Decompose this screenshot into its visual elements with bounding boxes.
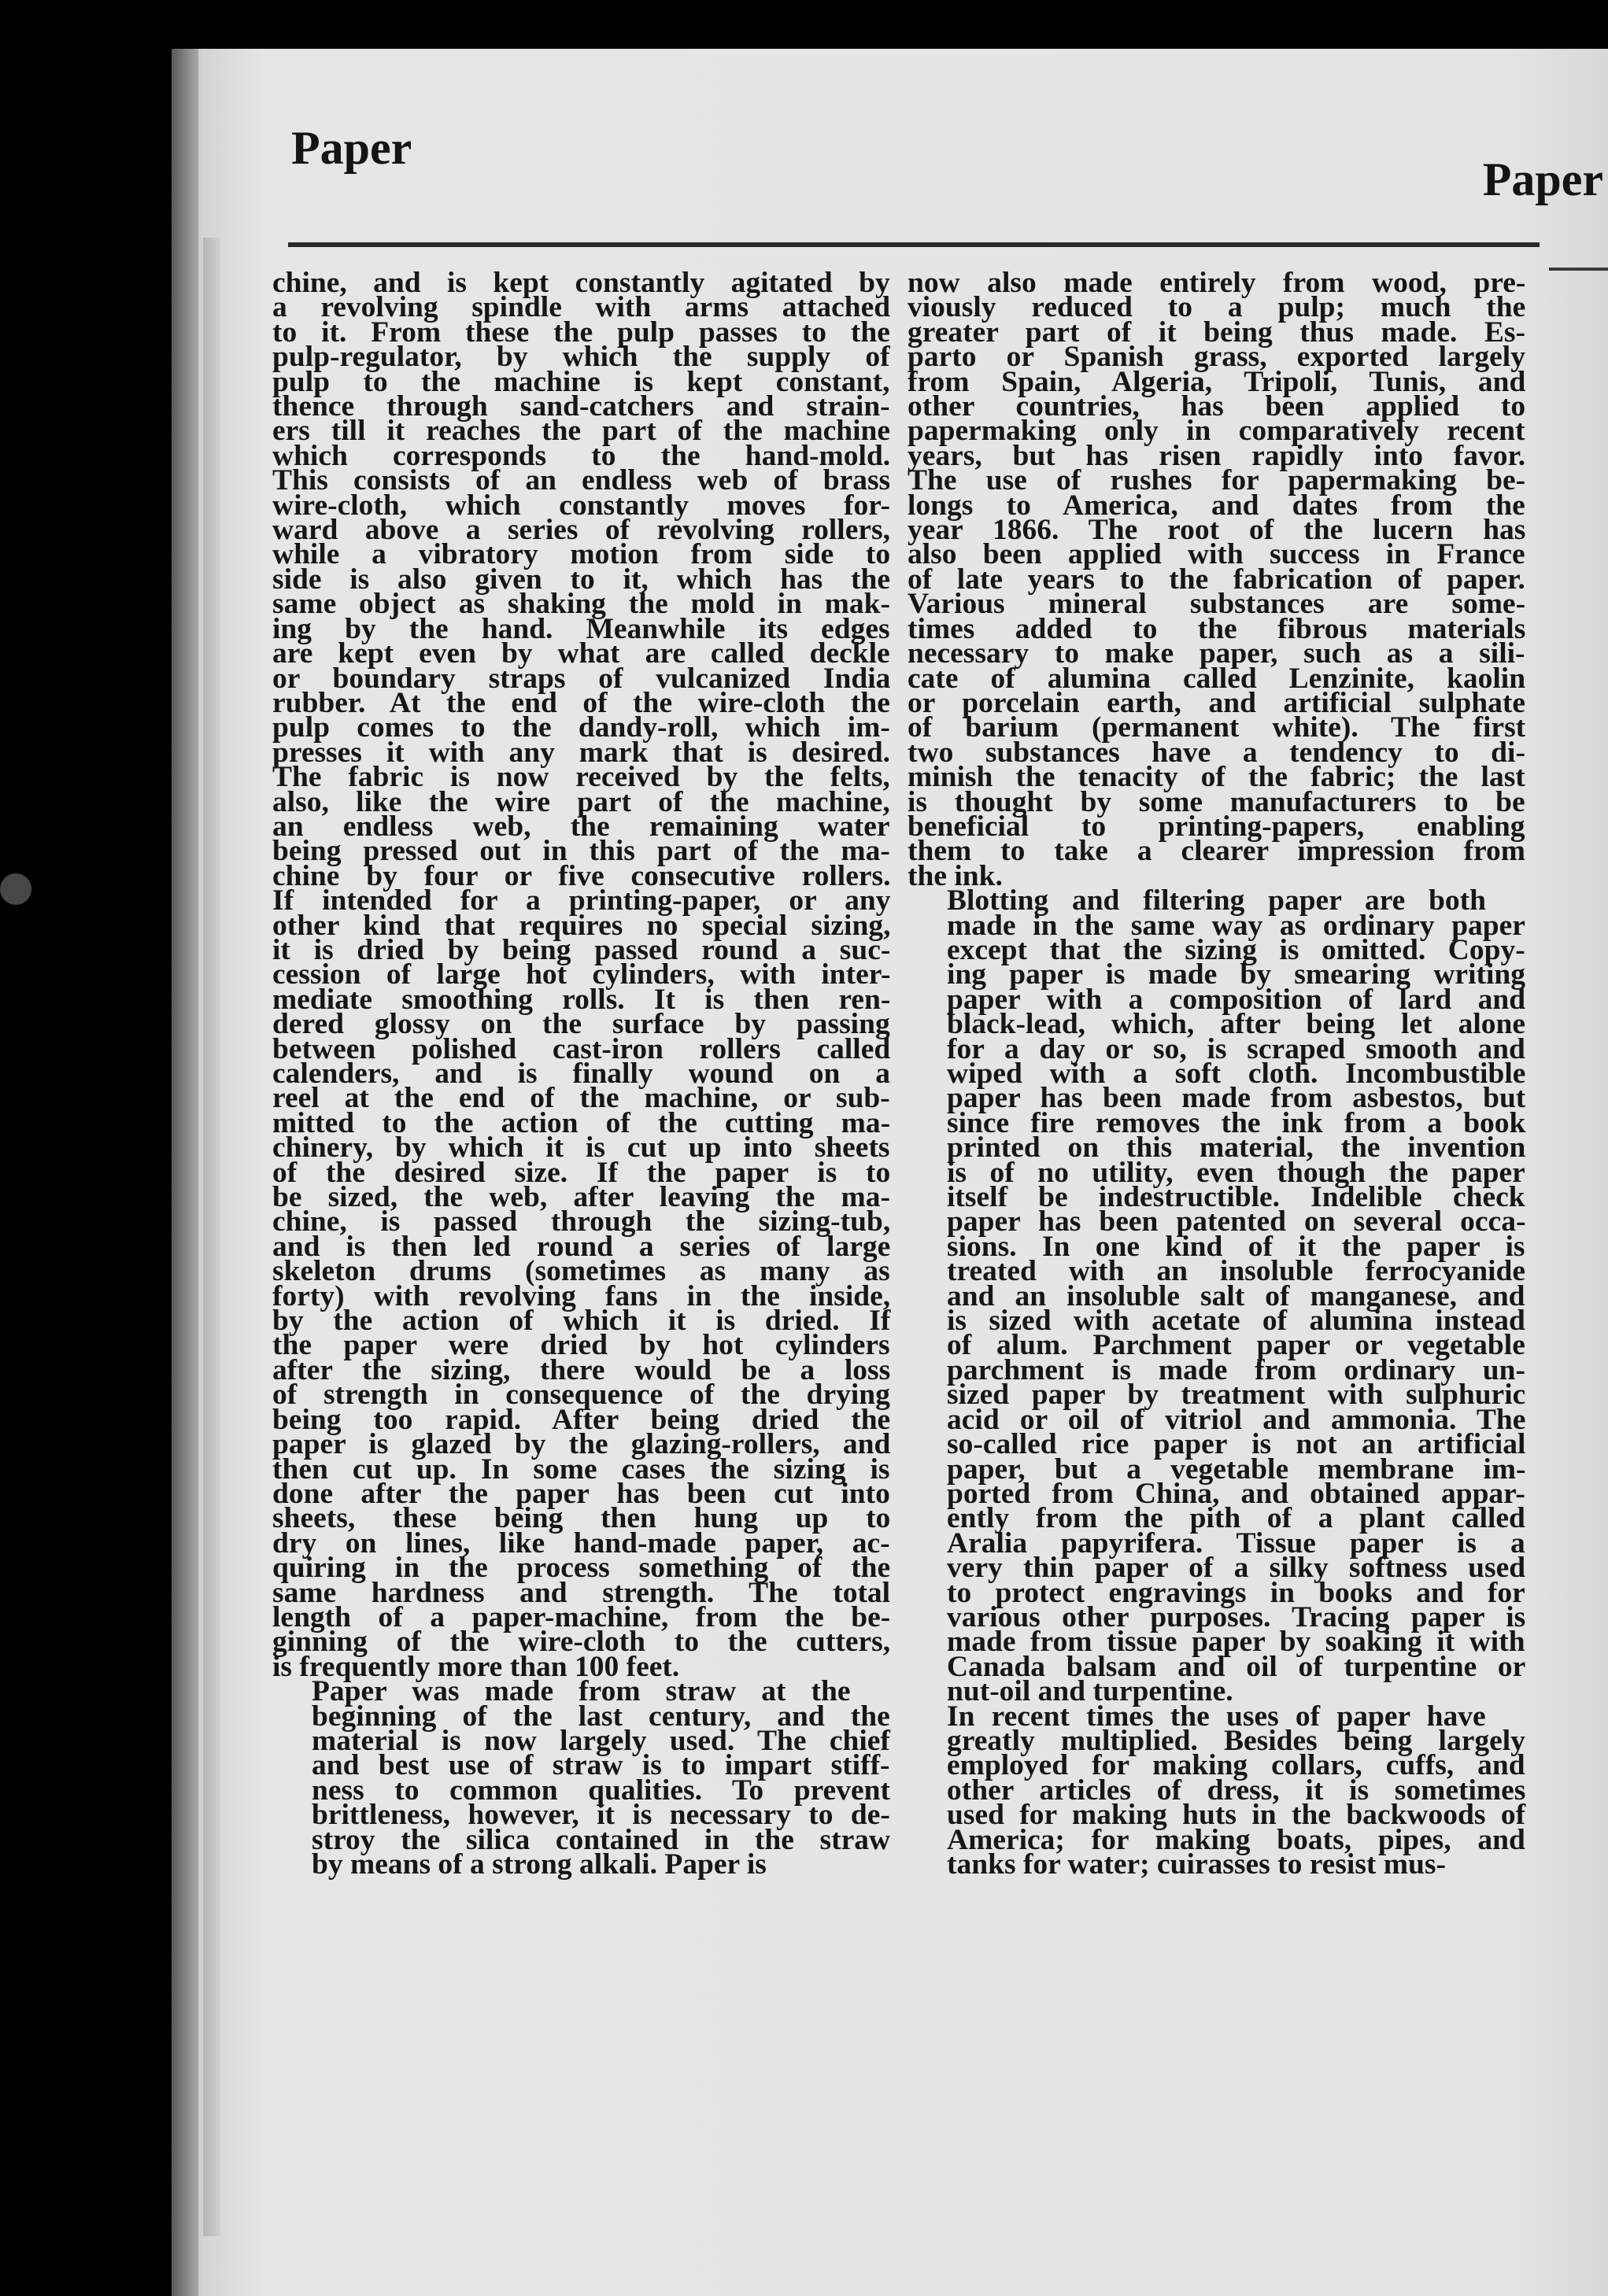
right-text-column xyxy=(908,267,1526,1881)
text-line: ently from the pith of a plant called xyxy=(947,1502,1525,1535)
text-line: pulp comes to the dandy-roll, which im- xyxy=(272,711,890,744)
text-line: This consists of an endless web of brass xyxy=(272,464,891,497)
text-line: other countries, has been applied to xyxy=(908,390,1526,423)
text-line: made from tissue paper by soaking it with xyxy=(947,1626,1525,1659)
text-line: In recent times the uses of paper have xyxy=(947,1700,1486,1733)
text-line: mitted to the action of the cutting ma- xyxy=(272,1106,891,1139)
text-line: beginning of the last century, and the xyxy=(312,1700,890,1733)
text-line: various other purposes. Tracing paper is xyxy=(947,1600,1526,1633)
text-line: thence through sand-catchers and strain- xyxy=(272,390,890,423)
text-line: between polished cast-iron rollers called xyxy=(272,1032,891,1065)
text-line: acid or oil of vitriol and ammonia. The xyxy=(947,1403,1526,1436)
text-line: very thin paper of a silky softness used xyxy=(947,1552,1526,1585)
text-line: nut-oil and turpentine. xyxy=(947,1675,1233,1708)
text-line: ward above a series of revolving rollers, xyxy=(272,514,890,547)
text-line: and an insoluble salt of manganese, and xyxy=(947,1279,1525,1312)
text-line: pulp to the machine is kept constant, xyxy=(272,365,890,398)
text-line: chine by four or five consecutive rollers. xyxy=(272,859,891,892)
text-line: wire-cloth, which constantly moves for- xyxy=(272,489,891,522)
text-line: ness to common qualities. To prevent xyxy=(312,1774,890,1807)
text-line: except that the sizing is omitted. Copy- xyxy=(947,933,1525,966)
text-line: viously reduced to a pulp; much the xyxy=(908,291,1526,324)
text-line: used for making huts in the backwoods of xyxy=(947,1799,1526,1832)
text-line: mediate smoothing rolls. It is then ren- xyxy=(272,983,891,1016)
text-line: paper has been patented on several occa- xyxy=(947,1205,1526,1238)
text-line: skeleton drums (sometimes as many as xyxy=(272,1255,890,1288)
text-line: which corresponds to the hand-mold. xyxy=(272,439,891,472)
text-line: Blotting and filtering paper are both xyxy=(947,884,1487,917)
text-line: times added to the fibrous materials xyxy=(908,612,1526,645)
paragraph xyxy=(272,1675,891,1881)
text-line: necessary to make paper, such as a sili- xyxy=(908,637,1525,670)
text-line: a revolving spindle with arms attached xyxy=(272,291,891,324)
text-line: the ink. xyxy=(908,859,1003,892)
text-line: now also made entirely from wood, pre- xyxy=(908,267,1526,299)
text-line: forty) with revolving fans in the inside, xyxy=(272,1279,891,1312)
text-line: America; for making boats, pipes, and xyxy=(947,1823,1525,1856)
text-line: by the action of which it is dried. If xyxy=(272,1305,891,1338)
text-line: itself be indestructible. Indelible check xyxy=(947,1181,1525,1214)
text-line: treated with an insoluble ferrocyanide xyxy=(947,1255,1526,1288)
text-line: dered glossy on the surface by passing xyxy=(272,1008,890,1041)
text-line: or boundary straps of vulcanized India xyxy=(272,662,891,695)
text-line: them to take a clearer impression from xyxy=(908,835,1526,868)
text-line: brittleness, however, it is necessary to de- xyxy=(312,1799,890,1832)
text-line: Paper was made from straw at the xyxy=(312,1675,851,1708)
text-line: The use of rushes for papermaking be- xyxy=(908,464,1526,497)
paragraph xyxy=(908,1700,1526,1881)
text-line: year 1866. The root of the lucern has xyxy=(908,514,1526,547)
text-line: reel at the end of the machine, or sub- xyxy=(272,1082,890,1115)
text-line: presses it with any mark that is desired. xyxy=(272,736,891,769)
text-line: material is now largely used. The chief xyxy=(312,1724,890,1757)
text-line: also been applied with success in France xyxy=(908,538,1525,571)
text-line: greatly multiplied. Besides being largely xyxy=(947,1724,1525,1757)
text-line: rubber. At the end of the wire-cloth the xyxy=(272,686,890,719)
text-line: are kept even by what are called deckle xyxy=(272,637,890,670)
text-line: ported from China, and obtained appar- xyxy=(947,1477,1525,1510)
text-line: paper, but a vegetable membrane im- xyxy=(947,1453,1526,1486)
text-line: being too rapid. After being dried the xyxy=(272,1403,891,1436)
text-line: from Spain, Algeria, Tripoli, Tunis, and xyxy=(908,365,1526,398)
text-line: to protect engravings in books and for xyxy=(947,1576,1525,1609)
scanned-page xyxy=(172,49,1608,2296)
text-line: ers till it reaches the part of the machine xyxy=(272,415,890,448)
text-line: of alum. Parchment paper or vegetable xyxy=(947,1329,1525,1362)
text-line: while a vibratory motion from side to xyxy=(272,538,891,571)
text-line: If intended for a printing-paper, or any xyxy=(272,884,891,917)
text-line: the paper were dried by hot cylinders xyxy=(272,1329,890,1362)
text-line: by means of a strong alkali. Paper is xyxy=(312,1848,767,1881)
text-line: Aralia papyrifera. Tissue paper is a xyxy=(947,1526,1525,1560)
text-line: black-lead, which, after being let alone xyxy=(947,1008,1525,1041)
text-line: cession of large hot cylinders, with inter- xyxy=(272,958,891,991)
running-head-right: Paper xyxy=(1482,153,1603,205)
text-line: other kind that requires no special sizing, xyxy=(272,909,891,942)
text-line: to it. From these the pulp passes to the xyxy=(272,316,890,349)
text-line: ginning of the wire-cloth to the cutters, xyxy=(272,1626,891,1659)
text-line: an endless web, the remaining water xyxy=(272,810,890,843)
text-line: Various mineral substances are some- xyxy=(908,588,1526,621)
text-line: after the sizing, there would be a loss xyxy=(272,1353,891,1386)
text-line: other articles of dress, it is sometimes xyxy=(947,1774,1526,1807)
text-line: and is then led round a series of large xyxy=(272,1230,891,1263)
text-line: parchment is made from ordinary un- xyxy=(947,1353,1525,1386)
header-rule xyxy=(288,242,1540,247)
text-line: since fire removes the ink from a book xyxy=(947,1106,1526,1139)
text-line: The fabric is now received by the felts, xyxy=(272,761,890,794)
text-line: dry on lines, like hand-made paper, ac- xyxy=(272,1526,890,1560)
text-line: of strength in consequence of the drying xyxy=(272,1379,890,1412)
text-line: paper with a composition of lard and xyxy=(947,983,1526,1016)
text-line: beneficial to printing-papers, enabling xyxy=(908,810,1525,843)
text-line: is sized with acetate of alumina instead xyxy=(947,1305,1525,1338)
text-line: quiring in the process something of the xyxy=(272,1552,891,1585)
text-line: same object as shaking the mold in mak- xyxy=(272,588,890,621)
text-line: is of no utility, even though the paper xyxy=(947,1156,1525,1189)
text-line: employed for making collars, cuffs, and xyxy=(947,1749,1525,1782)
text-line: is thought by some manufacturers to be xyxy=(908,785,1525,818)
text-line: cate of alumina called Lenzinite, kaolin xyxy=(908,662,1526,695)
text-line: be sized, the web, after leaving the ma- xyxy=(272,1181,890,1214)
text-line: ing by the hand. Meanwhile its edges xyxy=(272,612,890,645)
text-line: greater part of it being thus made. Es- xyxy=(908,316,1525,349)
text-line: chine, and is kept constantly agitated by xyxy=(272,267,890,299)
text-line: printed on this material, the invention xyxy=(947,1131,1526,1165)
text-line: sheets, these being then hung up to xyxy=(272,1502,891,1535)
scan-mark xyxy=(0,873,31,905)
text-line: chinery, by which it is cut up into sheets xyxy=(272,1131,890,1165)
text-line: also, like the wire part of the machine, xyxy=(272,785,890,818)
text-line: of late years to the fabrication of paper. xyxy=(908,563,1525,596)
text-line: sions. In one kind of it the paper is xyxy=(947,1230,1525,1263)
text-line: years, but has risen rapidly into favor. xyxy=(908,439,1526,472)
text-line: paper has been made from asbestos, but xyxy=(947,1082,1526,1115)
text-line: paper is glazed by the glazing-rollers, and xyxy=(272,1428,891,1461)
text-line: minish the tenacity of the fabric; the last xyxy=(908,761,1525,794)
text-line: of the desired size. If the paper is to xyxy=(272,1156,891,1189)
text-line: it is dried by being passed round a suc- xyxy=(272,933,891,966)
text-line: done after the paper has been cut into xyxy=(272,1477,890,1510)
text-line: so-called rice paper is not an artificial xyxy=(947,1428,1526,1461)
text-line: Canada balsam and oil of turpentine or xyxy=(947,1650,1526,1683)
left-text-column xyxy=(272,267,891,1881)
paragraph xyxy=(908,267,1526,892)
text-line: of barium (permanent white). The first xyxy=(908,711,1526,744)
text-line: side is also given to it, which has the xyxy=(272,563,891,596)
running-head-left: Paper xyxy=(291,122,412,174)
text-line: two substances have a tendency to di- xyxy=(908,736,1525,769)
header-rule-right xyxy=(1549,268,1608,271)
text-line: length of a paper-machine, from the be- xyxy=(272,1600,891,1633)
text-line: stroy the silica contained in the straw xyxy=(312,1823,891,1856)
text-line: being pressed out in this part of the ma- xyxy=(272,835,890,868)
text-line: ing paper is made by smearing writing xyxy=(947,958,1526,991)
text-line: tanks for water; cuirasses to resist mus- xyxy=(947,1848,1446,1881)
paragraph xyxy=(272,267,891,1683)
text-line: wiped with a soft cloth. Incombustible xyxy=(947,1058,1526,1090)
text-line: pulp-regulator, by which the supply of xyxy=(272,341,890,374)
text-line: sized paper by treatment with sulphuric xyxy=(947,1379,1526,1412)
text-line: and best use of straw is to impart stiff- xyxy=(312,1749,890,1782)
text-line: same hardness and strength. The total xyxy=(272,1576,891,1609)
text-line: parto or Spanish grass, exported largely xyxy=(908,341,1525,374)
text-line: then cut up. In some cases the sizing is xyxy=(272,1453,890,1486)
text-line: or porcelain earth, and artificial sulphate xyxy=(908,686,1526,719)
page-edge-shadow xyxy=(172,49,198,2296)
paragraph xyxy=(908,884,1526,1708)
text-line: chine, is passed through the sizing-tub, xyxy=(272,1205,891,1238)
text-line: calenders, and is finally wound on a xyxy=(272,1058,891,1090)
text-line: for a day or so, is scraped smooth and xyxy=(947,1032,1525,1065)
text-line: made in the same way as ordinary paper xyxy=(947,909,1525,942)
text-line: papermaking only in comparatively recent xyxy=(908,415,1525,448)
binding-gutter xyxy=(203,238,220,2236)
text-line: is frequently more than 100 feet. xyxy=(272,1650,680,1683)
text-line: longs to America, and dates from the xyxy=(908,489,1525,522)
